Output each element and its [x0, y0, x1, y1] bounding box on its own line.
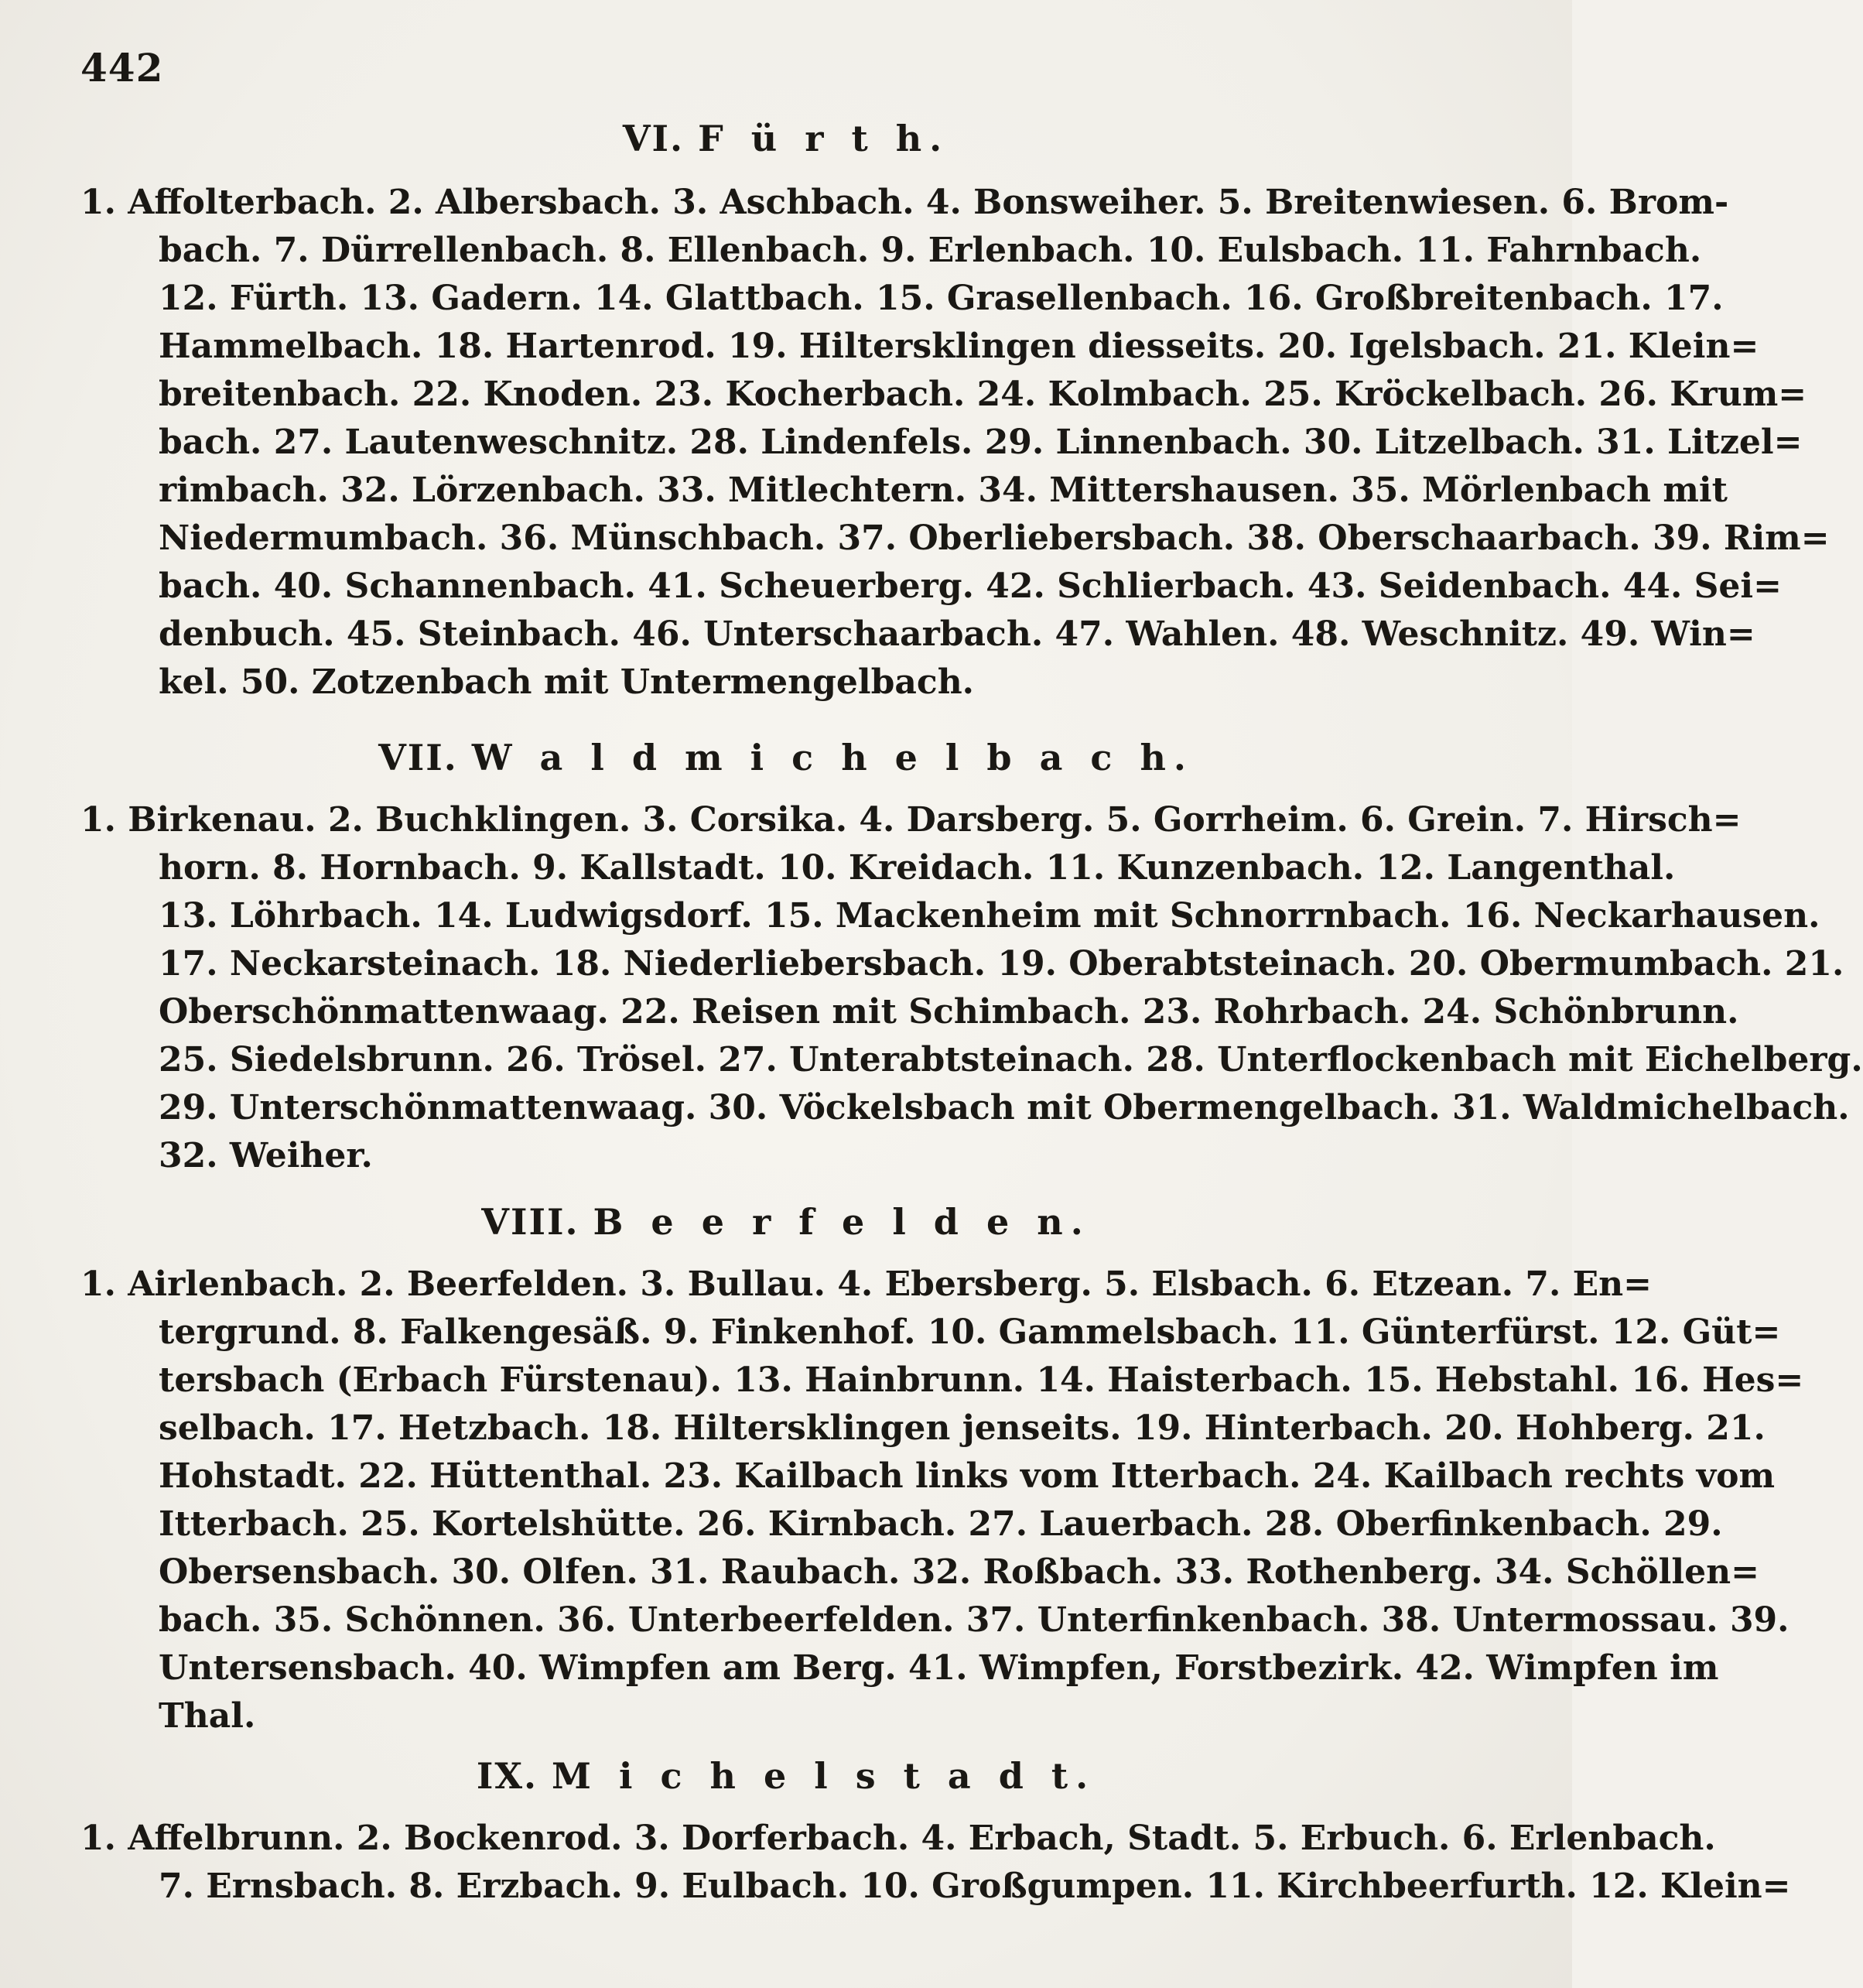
text-line: 1. Affolterbach. 2. Albersbach. 3. Aschbach. 4. Bonsweiher. 5. Breitenwiesen. 6. Brom- — [80, 183, 1729, 222]
text-line: 1. Birkenau. 2. Buchklingen. 3. Corsika. 4. Darsberg. 5. Gorrheim. 6. Grein. 7. Hirsch= — [80, 800, 1742, 840]
text-line: Oberschönmattenwaag. 22. Reisen mit Schimbach. 23. Rohrbach. 24. Schönbrunn. — [159, 992, 1739, 1032]
text-line: tersbach (Erbach Fürstenau). 13. Hainbrunn. 14. Haisterbach. 15. Hebstahl. 16. Hes= — [159, 1360, 1804, 1400]
text-line: breitenbach. 22. Knoden. 23. Kocherbach. 24. Kolmbach. 25. Kröckelbach. 26. Krum= — [159, 375, 1807, 414]
text-line: selbach. 17. Hetzbach. 18. Hiltersklingen jenseits. 19. Hinterbach. 20. Hohberg. 21. — [159, 1408, 1766, 1448]
text-line: 13. Löhrbach. 14. Ludwigsdorf. 15. Mackenheim mit Schnorrnbach. 16. Neckarhausen. — [159, 896, 1820, 936]
text-line: 32. Weiher. — [159, 1136, 373, 1175]
section-title: F ü r t h. — [698, 118, 950, 159]
section-numeral: VII. — [378, 737, 458, 778]
text-line: bach. 7. Dürrellenbach. 8. Ellenbach. 9. Erlenbach. 10. Eulsbach. 11. Fahrnbach. — [159, 231, 1702, 270]
section-title: B e e r f e l d e n. — [593, 1201, 1091, 1243]
text-line: tergrund. 8. Falkengesäß. 9. Finkenhof. 10. Gammelsbach. 11. Günterfürst. 12. Güt= — [159, 1312, 1781, 1352]
text-line: Hohstadt. 22. Hüttenthal. 23. Kailbach links vom Itterbach. 24. Kailbach rechts vom — [159, 1456, 1776, 1496]
section-numeral: VIII. — [481, 1201, 579, 1243]
text-line: horn. 8. Hornbach. 9. Kallstadt. 10. Kreidach. 11. Kunzenbach. 12. Langenthal. — [159, 848, 1676, 888]
text-line: denbuch. 45. Steinbach. 46. Unterschaarbach. 47. Wahlen. 48. Weschnitz. 49. Win= — [159, 614, 1755, 654]
text-line: 25. Siedelsbrunn. 26. Trösel. 27. Unterabtsteinach. 28. Unterflockenbach mit Eichelberg. — [159, 1040, 1863, 1080]
section-heading-beerfelden — [0, 1201, 1572, 1243]
text-line: bach. 27. Lautenweschnitz. 28. Lindenfels. 29. Linnenbach. 30. Litzelbach. 31. Litzel= — [159, 423, 1803, 462]
section-numeral: VI. — [622, 118, 685, 159]
text-line: rimbach. 32. Lörzenbach. 33. Mitlechtern. 34. Mittershausen. 35. Mörlenbach mit — [159, 470, 1728, 510]
section-numeral: IX. — [476, 1755, 538, 1797]
section-heading-fuerth — [0, 118, 1572, 159]
text-line: 12. Fürth. 13. Gadern. 14. Glattbach. 15. Grasellenbach. 16. Großbreitenbach. 17. — [159, 279, 1724, 318]
text-line: kel. 50. Zotzenbach mit Untermengelbach. — [159, 662, 975, 702]
text-line: Niedermumbach. 36. Münschbach. 37. Oberliebersbach. 38. Oberschaarbach. 39. Rim= — [159, 518, 1830, 558]
text-line: Untersensbach. 40. Wimpfen am Berg. 41. Wimpfen, Forstbezirk. 42. Wimpfen im — [159, 1648, 1719, 1688]
text-line: Thal. — [159, 1696, 256, 1736]
text-line: bach. 40. Schannenbach. 41. Scheuerberg. 42. Schlierbach. 43. Seidenbach. 44. Sei= — [159, 566, 1782, 606]
page-number: 442 — [80, 45, 164, 91]
text-line: 1. Airlenbach. 2. Beerfelden. 3. Bullau. 4. Ebersberg. 5. Elsbach. 6. Etzean. 7. En= — [80, 1264, 1653, 1304]
section-heading-michelstadt — [0, 1755, 1572, 1797]
text-line: Obersensbach. 30. Olfen. 31. Raubach. 32. Roßbach. 33. Rothenberg. 34. Schöllen= — [159, 1552, 1759, 1592]
text-line: 29. Unterschönmattenwaag. 30. Vöckelsbach mit Obermengelbach. 31. Waldmichelbach. — [159, 1088, 1850, 1127]
text-line: 1. Affelbrunn. 2. Bockenrod. 3. Dorferbach. 4. Erbach, Stadt. 5. Erbuch. 6. Erlenbach. — [80, 1819, 1716, 1858]
text-line: 17. Neckarsteinach. 18. Niederliebersbach. 19. Oberabtsteinach. 20. Obermumbach. 21. — [159, 944, 1844, 984]
section-heading-waldmichelbach — [0, 737, 1572, 778]
text-line: bach. 35. Schönnen. 36. Unterbeerfelden. 37. Unterfinkenbach. 38. Untermossau. 39. — [159, 1600, 1790, 1640]
text-line: Itterbach. 25. Kortelshütte. 26. Kirnbach. 27. Lauerbach. 28. Oberfinkenbach. 29. — [159, 1504, 1723, 1544]
section-title: M i c h e l s t a d t. — [552, 1755, 1096, 1797]
section-title: W a l d m i c h e l b a c h. — [471, 737, 1194, 778]
text-line: 7. Ernsbach. 8. Erzbach. 9. Eulbach. 10. Großgumpen. 11. Kirchbeerfurth. 12. Klein= — [159, 1867, 1791, 1906]
text-line: Hammelbach. 18. Hartenrod. 19. Hiltersklingen diesseits. 20. Igelsbach. 21. Klein= — [159, 327, 1759, 366]
